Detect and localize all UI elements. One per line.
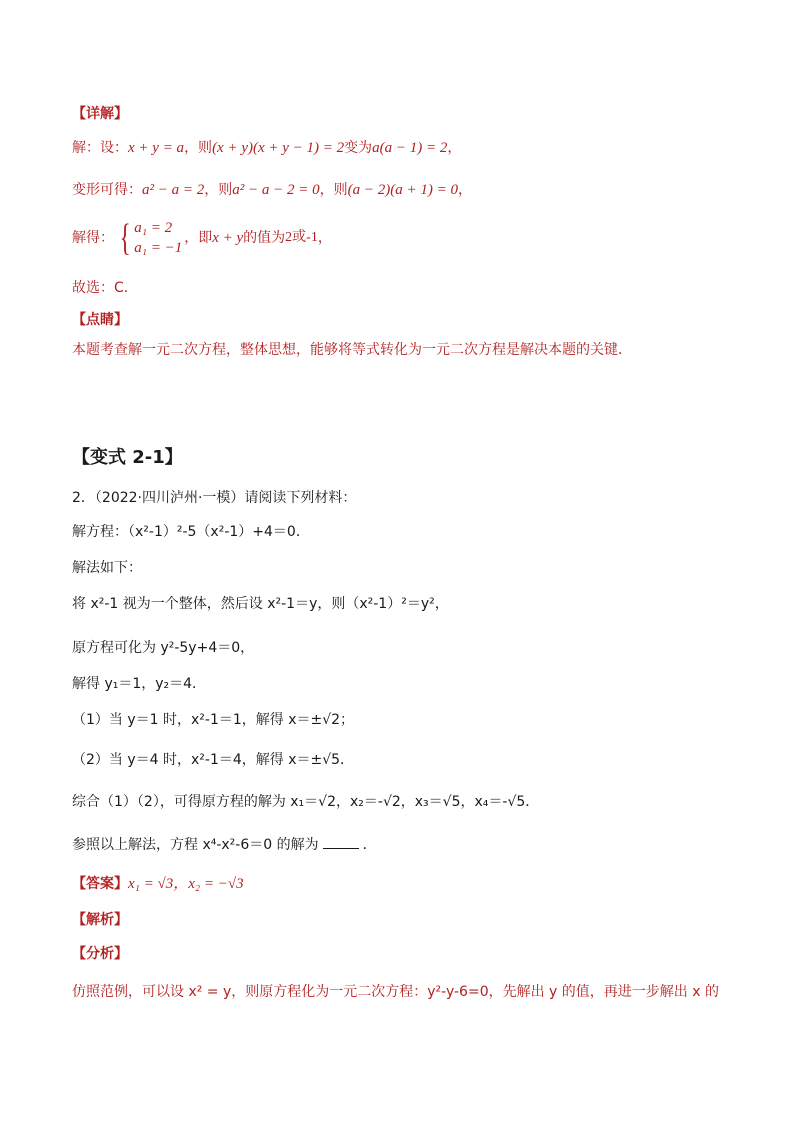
step-3: 解得 y₁＝1，y₂＝4．	[72, 676, 207, 692]
solution-line-3: 解得： { a₁ = 2 a₁ = −1 ，即x + y的值为2或-1，	[72, 217, 332, 259]
answer-heading: 【答案】	[72, 876, 128, 892]
step-5: （2）当 y＝4 时，x²-1＝4，解得 x＝±√5．	[72, 752, 355, 768]
step-2: 原方程可化为 y²-5y+4＝0，	[72, 640, 255, 656]
step-6: 综合（1）（2），可得原方程的解为 x₁＝√2，x₂＝-√2，x₃＝√5，x₄＝-√5．	[72, 794, 540, 810]
solution-line-2: 变形可得：a² − a = 2，则a² − a − 2 = 0，则(a − 2)(a + 1) = 0，	[72, 182, 472, 198]
answer-line	[72, 874, 244, 894]
detail-heading: 【详解】	[72, 106, 128, 122]
reasoning-text: 仿照范例，可以设 x² = y，则原方程化为一元二次方程：y²-y-6=0，先解出 y 的值，再进一步解出 x 的	[72, 984, 719, 1000]
method-line: 解法如下：	[72, 560, 142, 576]
question-intro: 2．（2022·四川泸州·一模）请阅读下列材料：	[72, 490, 357, 506]
answer-choice: 故选：C．	[72, 280, 138, 296]
key-point-text: 本题考查解一元二次方程，整体思想，能够将等式转化为一元二次方程是解决本题的关键．	[72, 342, 632, 358]
answer-blank	[323, 834, 359, 849]
step-4: （1）当 y＝1 时，x²-1＝1，解得 x＝±√2；	[72, 712, 355, 728]
answer-value: x₁ = √3，x₂ = −√3	[128, 876, 244, 892]
equation-line: 解方程：（x²-1）²-5（x²-1）+4＝0．	[72, 524, 310, 540]
step-1: 将 x²-1 视为一个整体，然后设 x²-1＝y，则（x²-1）²＝y²，	[72, 596, 449, 612]
equation-system: { a₁ = 2 a₁ = −1	[119, 217, 183, 259]
step-7: 参照以上解法，方程 x⁴-x²-6＝0 的解为 ．	[72, 834, 377, 855]
reasoning-heading: 【分析】	[72, 946, 128, 962]
analysis-heading: 【解析】	[72, 912, 128, 928]
variant-title: 【变式 2-1】	[72, 447, 183, 468]
key-point-heading: 【点睛】	[72, 312, 128, 328]
solution-line-1: 解：设：x + y = a，则(x + y)(x + y − 1) = 2变为a(a − 1) = 2，	[72, 140, 462, 156]
